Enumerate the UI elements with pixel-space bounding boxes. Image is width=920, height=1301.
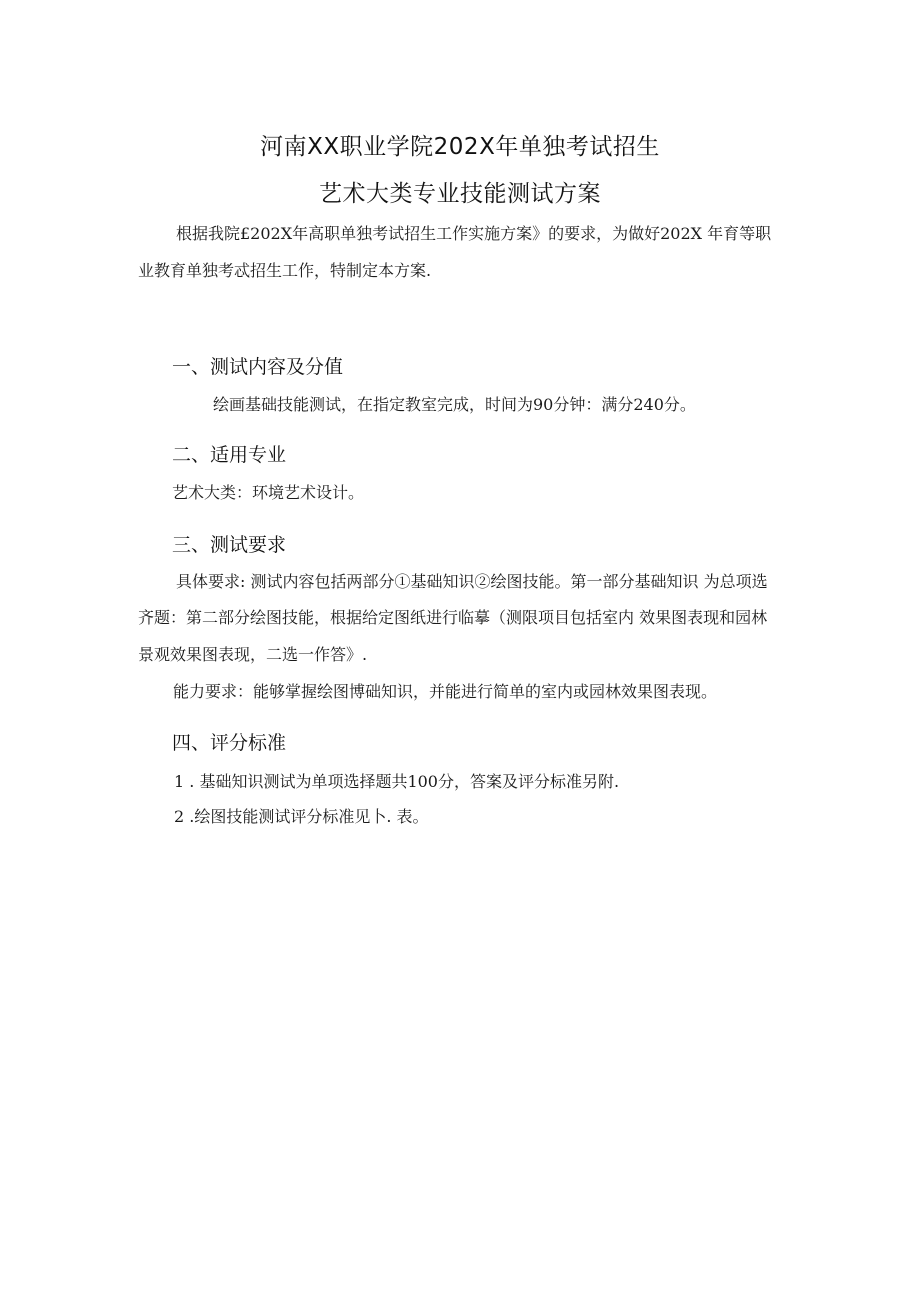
section-text: 景观效果图表现，二选一作答》. <box>138 645 368 664</box>
section-heading-scoring-criteria: 四、评分标准 <box>172 732 287 754</box>
list-item: 2 .绘图技能测试评分标准见卜. 表。 <box>174 807 429 826</box>
section-heading-test-requirements: 三、测试要求 <box>172 534 287 556</box>
section-text: 艺术大类：环境艺术设计。 <box>172 483 365 502</box>
section-heading-test-content: 一、测试内容及分值 <box>172 356 344 378</box>
section-text: 绘画基础技能测试，在指定教室完成，时间为90分钟：满分240分。 <box>213 395 696 414</box>
intro-paragraph-line-2: 业教育单独考忒招生工作，特制定本方案. <box>138 261 432 280</box>
document-title-line-2: 艺术大类专业技能测试方案 <box>319 181 601 207</box>
section-text: 具体要求: 测试内容包括两部分①基础知识②绘图技能。第一部分基础知识 为总项选 <box>176 572 768 591</box>
document-title-line-1: 河南XX职业学院202X年单独考试招生 <box>260 134 660 160</box>
list-item: 1 . 基础知识测试为单项选择题共100分，答案及评分标准另附. <box>174 772 620 791</box>
section-text: 齐题：第二部分绘图技能，根据给定图纸进行临摹（测限项目包括室内 效果图表现和园林 <box>138 608 768 627</box>
intro-paragraph-line-1: 根据我院£202X年高职单独考试招生工作实施方案》的要求，为做好202X 年育等职 <box>176 224 772 243</box>
section-text: 能力要求：能够掌握绘图博础知识，并能进行简单的室内或园林效果图表现。 <box>173 682 718 701</box>
section-heading-applicable-major: 二、适用专业 <box>172 444 287 466</box>
